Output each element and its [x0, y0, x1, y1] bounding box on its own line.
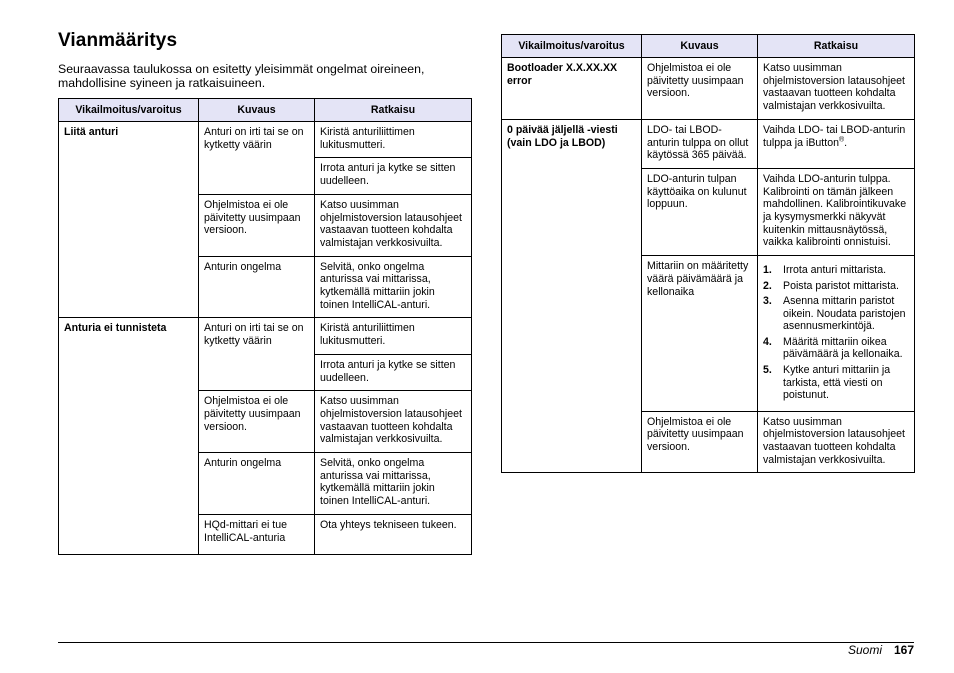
- solution-cell: Kiristä anturiliittimen lukitusmutteri.: [315, 318, 472, 354]
- solution-cell: Selvitä, onko ongelma anturissa vai mittarissa, kytkemällä mittariin jokin toinen IntelliCAL-anturi.: [315, 256, 472, 318]
- list-item: [763, 280, 909, 293]
- step-text: Kytke anturi mittariin ja tarkista, että viesti on poistunut.: [783, 363, 891, 402]
- page-title: Vianmääritys: [58, 30, 178, 51]
- solution-cell: Irrota anturi ja kytke se sitten uudelleen.: [315, 354, 472, 390]
- table-header-row: [502, 35, 915, 58]
- list-item: [763, 295, 909, 333]
- header-solution: Ratkaisu: [758, 35, 915, 58]
- error-cell: Liitä anturi: [59, 122, 199, 318]
- header-description: Kuvaus: [199, 99, 315, 122]
- table-header-row: [59, 99, 472, 122]
- registered-mark: ®: [838, 135, 845, 143]
- solution-cell: [758, 119, 915, 168]
- header-error: Vikailmoitus/varoitus: [59, 99, 199, 122]
- header-solution: Ratkaisu: [315, 99, 472, 122]
- list-item: [763, 264, 909, 277]
- description-cell: Anturi on irti tai se on kytketty väärin: [199, 122, 315, 195]
- solution-cell: Vaihda LDO-anturin tulppa. Kalibrointi on tämän jälkeen mahdollinen. Kalibrointikuvake ja kysymysmerkki näkyvät kuitenkin mittausnäytössä, vaikka kalibrointi onnistuisi.: [758, 168, 915, 255]
- description-cell: Anturin ongelma: [199, 453, 315, 515]
- table-row: [502, 119, 915, 168]
- error-cell: 0 päivää jäljellä -viesti (vain LDO ja LBOD): [502, 119, 642, 473]
- solution-cell: Katso uusimman ohjelmistoversion latausohjeet vastaavan tuotteen kohdalta valmistajan verkkosivuilta.: [315, 391, 472, 453]
- description-cell: LDO- tai LBOD-anturin tulppa on ollut käytössä 365 päivää.: [642, 119, 758, 168]
- description-cell: LDO-anturin tulpan käyttöaika on kulunut loppuun.: [642, 168, 758, 255]
- solution-cell: Katso uusimman ohjelmistoversion latausohjeet vastaavan tuotteen kohdalta valmistajan verkkosivuilta.: [315, 194, 472, 256]
- step-text: Asenna mittarin paristot oikein. Noudata paristojen asennusmerkintöjä.: [783, 294, 906, 333]
- description-cell: Anturi on irti tai se on kytketty väärin: [199, 318, 315, 391]
- solution-text-end: .: [844, 136, 848, 149]
- solution-cell: Selvitä, onko ongelma anturissa vai mittarissa, kytkemällä mittariin jokin toinen IntelliCAL-anturi.: [315, 453, 472, 515]
- solution-cell: Katso uusimman ohjelmistoversion latausohjeet vastaavan tuotteen kohdalta valmistajan verkkosivuilta.: [758, 58, 915, 120]
- error-cell: Anturia ei tunnisteta: [59, 318, 199, 555]
- step-number: 1.: [763, 264, 772, 277]
- solution-cell: [758, 256, 915, 411]
- footer-divider: [58, 642, 914, 643]
- troubleshooting-table-left: [58, 98, 472, 555]
- table-row: [502, 58, 915, 120]
- step-number: 3.: [763, 294, 772, 307]
- intro-paragraph: Seuraavassa taulukossa on esitetty yleisimmät ongelmat oireineen, mahdollisine syineen ja ratkaisuineen.: [58, 62, 425, 90]
- solution-cell: Ota yhteys tekniseen tukeen.: [315, 514, 472, 554]
- description-cell: Anturin ongelma: [199, 256, 315, 318]
- description-cell: Ohjelmistoa ei ole päivitetty uusimpaan versioon.: [199, 194, 315, 256]
- description-cell: Ohjelmistoa ei ole päivitetty uusimpaan versioon.: [199, 391, 315, 453]
- step-number: 2.: [763, 279, 772, 292]
- step-number: 4.: [763, 335, 772, 348]
- description-cell: HQd-mittari ei tue IntelliCAL-anturia: [199, 514, 315, 554]
- solution-cell: Katso uusimman ohjelmistoversion latausohjeet vastaavan tuotteen kohdalta valmistajan verkkosivuilta.: [758, 411, 915, 473]
- troubleshooting-table-right: [501, 34, 915, 473]
- table-row: [59, 122, 472, 158]
- description-cell: Ohjelmistoa ei ole päivitetty uusimpaan versioon.: [642, 411, 758, 473]
- page-number: 167: [893, 643, 914, 657]
- table-row: [59, 318, 472, 354]
- list-item: [763, 364, 909, 402]
- footer-language: Suomi: [847, 643, 882, 657]
- solution-cell: Irrota anturi ja kytke se sitten uudelleen.: [315, 158, 472, 194]
- description-cell: Mittariin on määritetty väärä päivämäärä ja kellonaika: [642, 256, 758, 411]
- steps-list: [763, 264, 909, 402]
- step-number: 5.: [763, 363, 772, 376]
- header-description: Kuvaus: [642, 35, 758, 58]
- step-text: Irrota anturi mittarista.: [783, 264, 887, 277]
- header-error: Vikailmoitus/varoitus: [502, 35, 642, 58]
- error-cell: Bootloader X.X.XX.XX error: [502, 58, 642, 120]
- step-text: Poista paristot mittarista.: [783, 279, 899, 292]
- step-text: Määritä mittariin oikea päivämäärä ja kellonaika.: [783, 335, 903, 361]
- list-item: [763, 336, 909, 361]
- solution-cell: Kiristä anturiliittimen lukitusmutteri.: [315, 122, 472, 158]
- description-cell: Ohjelmistoa ei ole päivitetty uusimpaan versioon.: [642, 58, 758, 120]
- solution-text: Vaihda LDO- tai LBOD-anturin tulppa ja iButton: [763, 123, 906, 149]
